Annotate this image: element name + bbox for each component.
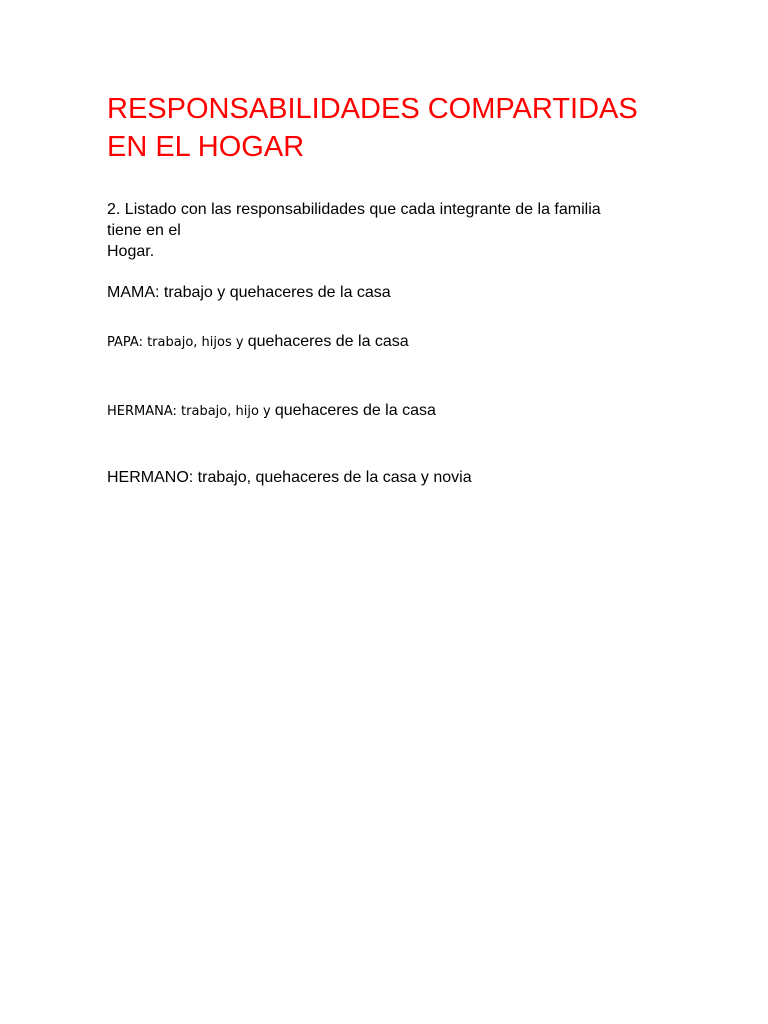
intro-line-2: tiene en el — [107, 222, 181, 239]
entry-papa-label: PAPA: trabajo, hijos y — [107, 335, 248, 350]
intro-paragraph — [107, 199, 687, 262]
intro-line-1: 2. Listado con las responsabilidades que cada integrante de la familia — [107, 201, 601, 218]
title-line-1: RESPONSABILIDADES COMPARTIDAS — [107, 93, 638, 125]
title-line-2: EN EL HOGAR — [107, 131, 305, 163]
entry-hermana — [107, 402, 436, 420]
entry-papa-chores: quehaceres de la casa — [247, 333, 409, 350]
entry-hermano: HERMANO: trabajo, quehaceres de la casa y novia — [107, 469, 472, 486]
entry-mama: MAMA: trabajo y quehaceres de la casa — [107, 284, 391, 301]
entry-hermana-chores: quehaceres de la casa — [274, 402, 436, 419]
document-title — [107, 90, 707, 166]
entry-hermana-label: HERMANA: trabajo, hijo y — [107, 404, 275, 419]
entry-papa — [107, 333, 409, 351]
intro-line-3: Hogar. — [107, 243, 155, 260]
